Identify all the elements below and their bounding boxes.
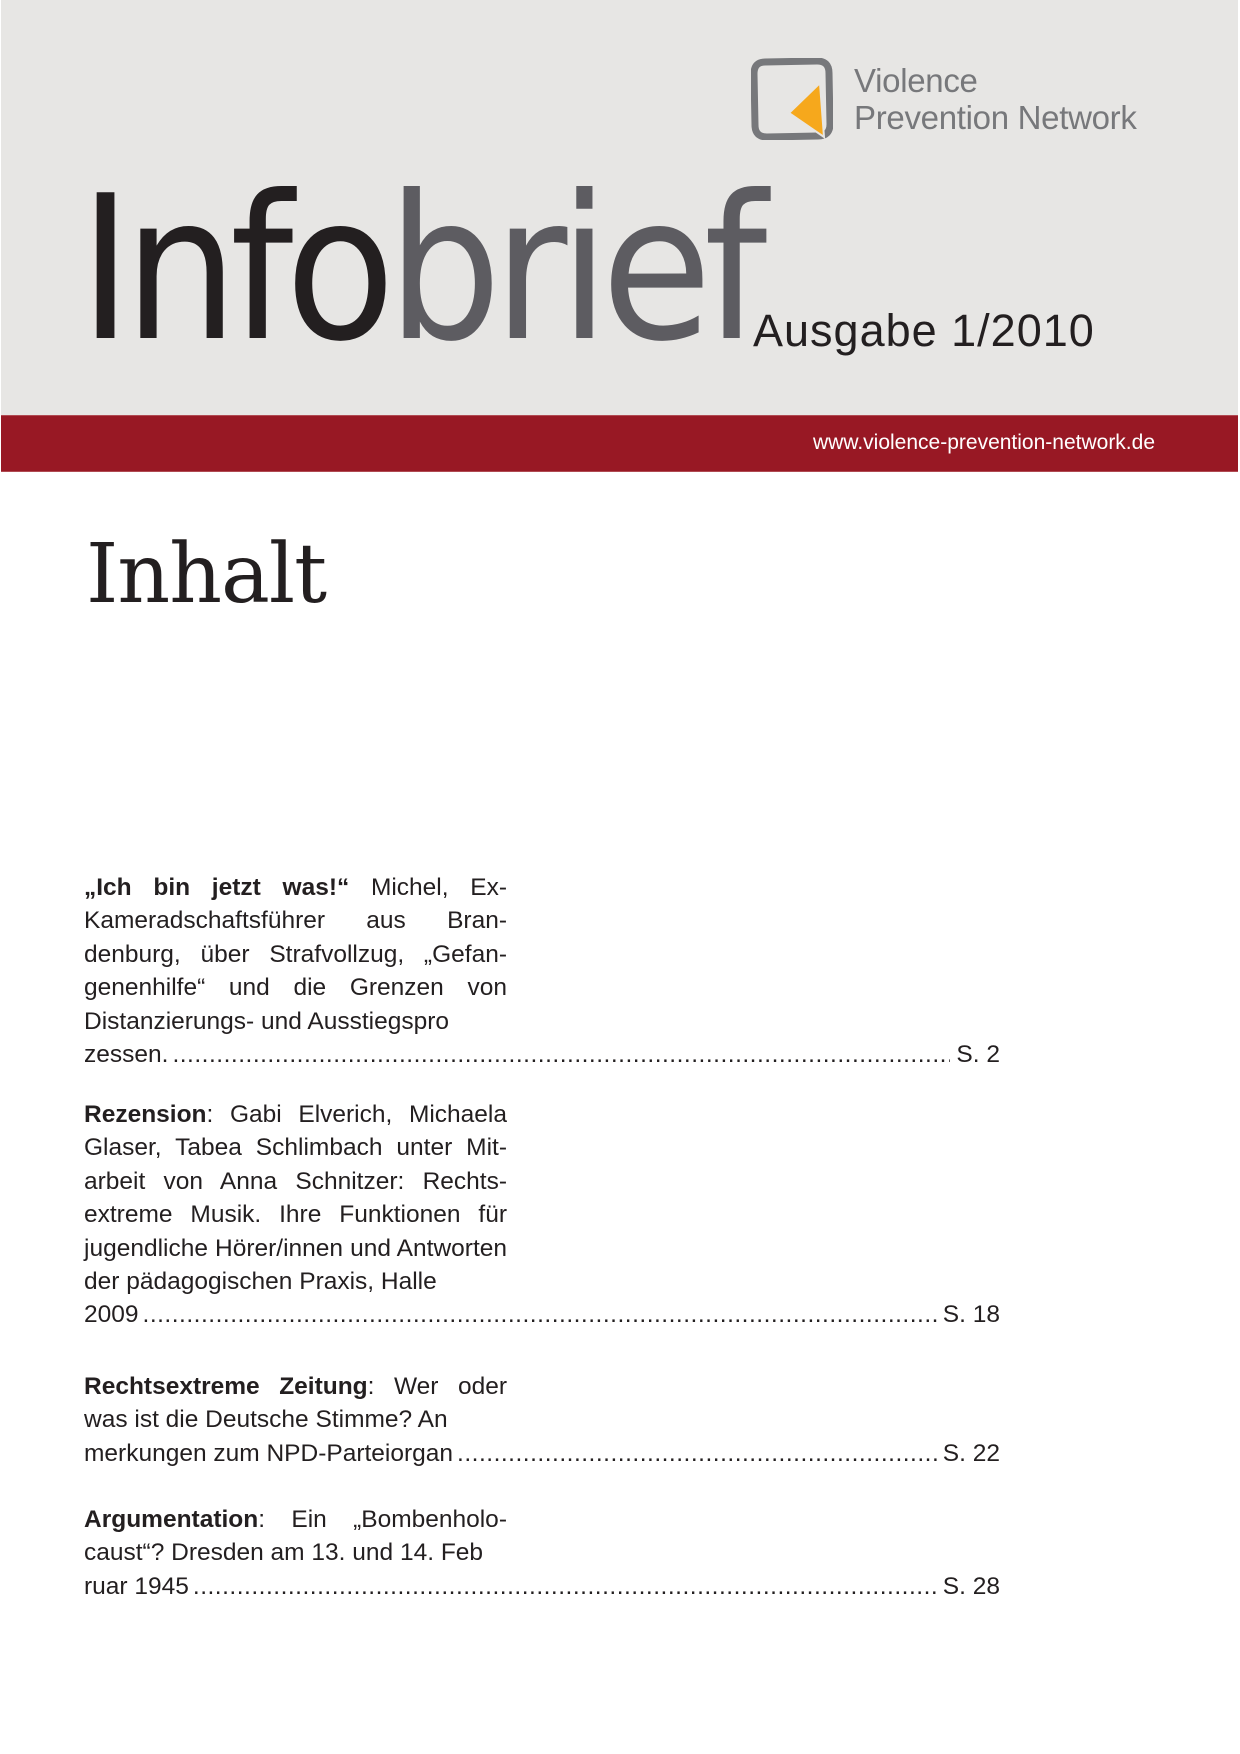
dot-leader [172,1038,950,1071]
toc-page-number[interactable]: S. 18 [942,1301,1000,1329]
toc-entry-last-line: merkungen zum NPD-Parteiorgan [84,1439,454,1467]
toc-entry-leader-line [84,1437,1000,1470]
website-link[interactable]: www.violence-prevention-network.de [813,431,1155,454]
publication-title [79,153,760,386]
toc-entry-title: Argumentation [84,1506,259,1533]
toc-entry[interactable] [84,1098,1000,1332]
toc-entry-description: : Ein „Bombenholocaust“? Dresden am 13. und 14. Feb [84,1506,507,1567]
toc-entry-last-line: zessen. [84,1041,169,1069]
toc-entry-leader-line [84,1298,1000,1331]
toc-entry-leader-line [84,1570,1000,1603]
toc-entry-text [84,1370,507,1437]
title-part-info: Info [79,153,388,386]
toc-page-number[interactable]: S. 22 [942,1439,1000,1467]
toc-entry-description: : Gabi Elverich, Michaela Glaser, Tabea Schlimbach unter Mitarbeit von Anna Schnitzer: Rechtsextreme Musik. Ihre Funktionen für jugendliche Hörer/innen und Antworten der pädagogischen Praxis, Halle [84,1101,507,1296]
url-band [1,415,1238,472]
vpn-logo-icon [751,58,833,140]
toc-entry-title: Rezension [84,1101,207,1128]
toc-entry-text [84,871,507,1038]
toc-entry-last-line: 2009 [84,1301,139,1329]
issue-number: Ausgabe 1/2010 [753,305,1095,356]
toc-entry[interactable] [84,1503,1000,1603]
cover-header [1,0,1238,415]
toc-entry-last-line: ruar 1945 [84,1572,189,1600]
toc-page-number[interactable]: S. 2 [956,1041,1000,1069]
organization-name-line1: Violence [854,62,978,99]
toc-entry-title: Rechtsextreme Zeitung [84,1373,368,1400]
organization-name [854,62,1137,136]
toc-page-number[interactable]: S. 28 [942,1572,1000,1600]
dot-leader [143,1298,937,1331]
contents-heading: Inhalt [86,527,327,622]
toc-entry[interactable] [84,871,1000,1071]
toc-entry-title: „Ich bin jetzt was!“ [84,874,350,901]
title-part-brief: brief [387,153,760,386]
toc-entry-description: : Wer oder was ist die Deutsche Stimme? An [84,1373,507,1434]
toc-entry-description: Michel, Ex-Kameradschaftsführer aus Brandenburg, über Strafvollzug, „Gefangenenhilfe“ und die Grenzen von Distanzierungs- und Ausstiegspro [84,874,508,1035]
organization-name-line2: Prevention Network [854,99,1137,136]
dot-leader [193,1570,937,1603]
toc-entry-text [84,1503,507,1570]
toc-entry[interactable] [84,1370,1000,1470]
toc-entry-text [84,1098,507,1298]
toc-entry-leader-line [84,1038,1000,1071]
dot-leader [457,1437,937,1470]
